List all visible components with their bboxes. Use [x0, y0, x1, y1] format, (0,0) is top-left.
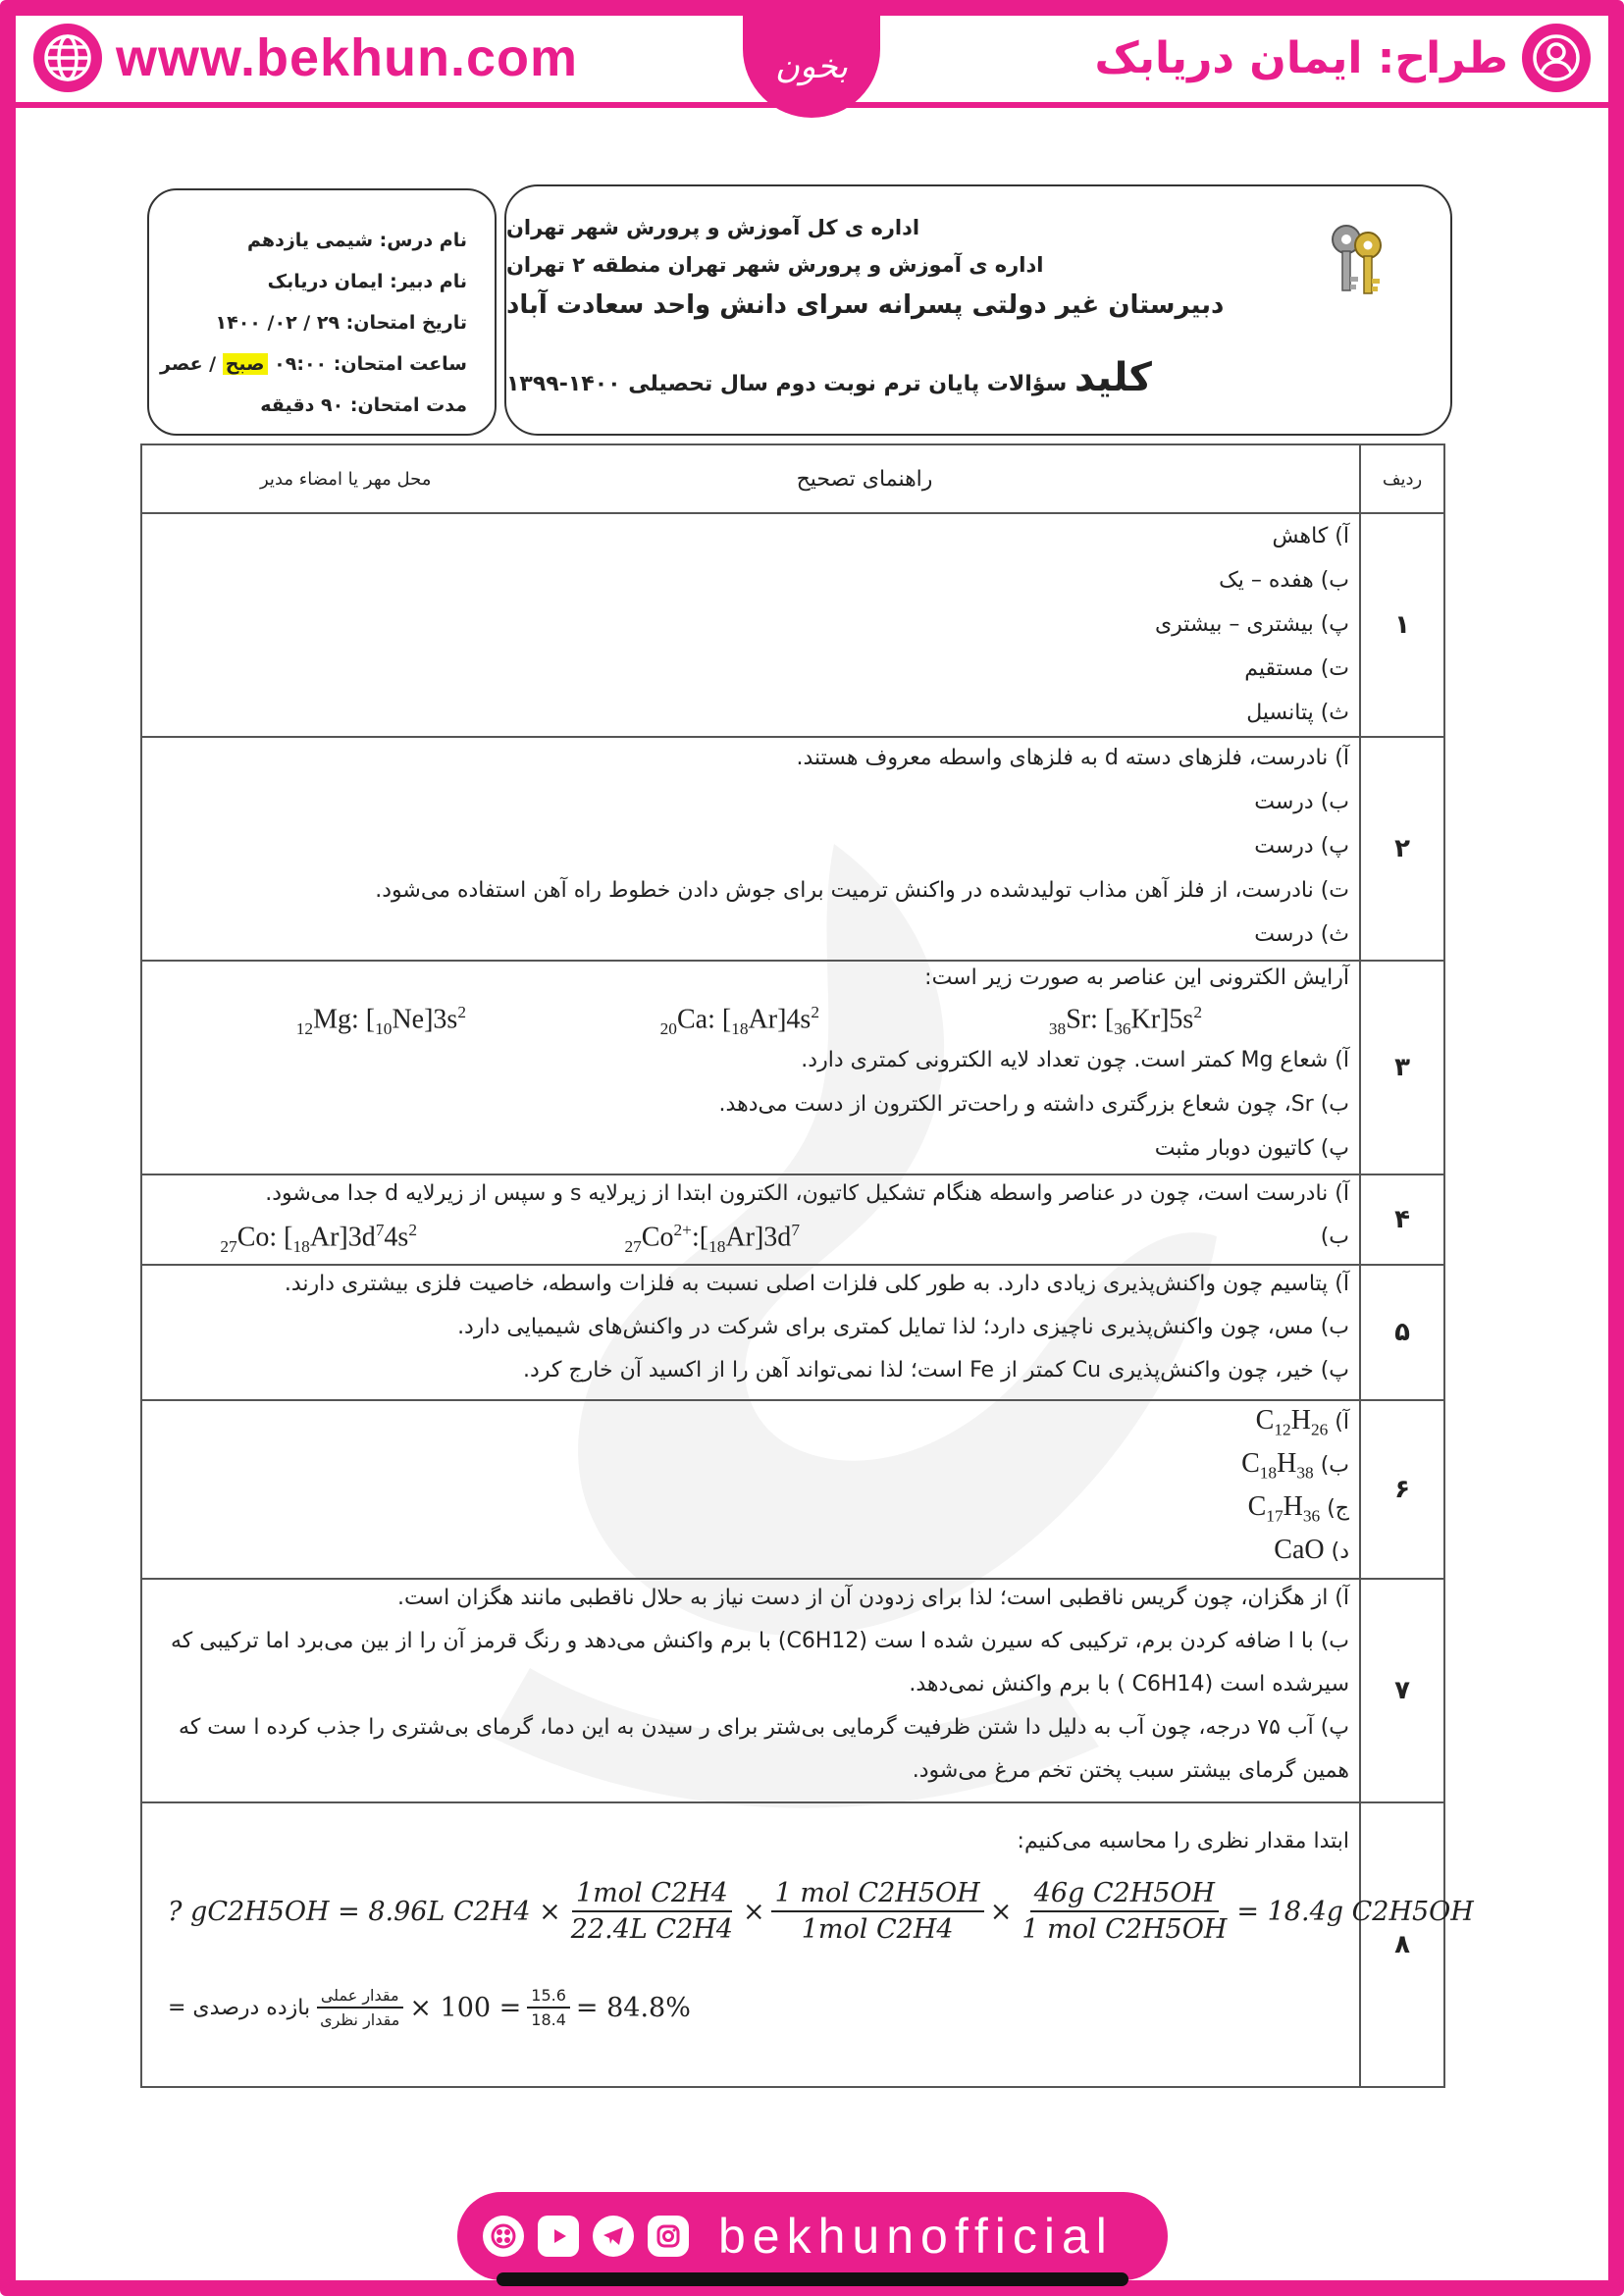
- answer-line: پ) آب ۷۵ درجه، چون آب به دلیل دا شتن ظرفیت گرمایی بی‌شتر برای ر سیدن به این دما، گرمای بی‌شتری را جذب کرده ا ست که: [179, 1715, 1349, 1740]
- telegram-icon[interactable]: [593, 2216, 634, 2257]
- times-sign: ×: [989, 1896, 1013, 1927]
- answer-line: آ) شعاع Mg کمتر است. چون تعداد لایه الکترونی کمتری دارد.: [801, 1048, 1349, 1072]
- exam-info-box: [147, 188, 497, 436]
- exam-date: تاریخ امتحان: ۲۹ / ۰۲/ ۱۴۰۰: [215, 312, 467, 334]
- conversion-factor-3: [1018, 1878, 1231, 1945]
- row-number: ۴: [1359, 1175, 1443, 1264]
- keys-icon: [1325, 220, 1389, 298]
- youtube-icon[interactable]: [538, 2216, 579, 2257]
- answer-line: پ) کاتیون دوبار مثبت: [1154, 1136, 1349, 1161]
- row-number: ۱: [1359, 514, 1443, 736]
- table-row: [142, 514, 1443, 738]
- column-header-sign: محل مهر یا امضاء مدیر: [260, 469, 432, 490]
- table-header-row: [142, 445, 1443, 514]
- answer-line: ب) هفده – یک: [1219, 568, 1349, 593]
- row-number: ۳: [1359, 962, 1443, 1174]
- exam-time-morning: صبح: [223, 353, 268, 375]
- answer-line: آ) کاهش: [1272, 524, 1349, 548]
- row-number: ۶: [1359, 1401, 1443, 1578]
- formula-label-d: د): [1324, 1539, 1349, 1564]
- answer-line: ت) مستقیم: [1244, 656, 1349, 681]
- row-number: ۷: [1359, 1580, 1443, 1801]
- answer-line: آرایش الکترونی این عناصر به صورت زیر است:: [924, 965, 1349, 990]
- answer-line: آ) پتاسیم چون واکنش‌پذیری زیادی دارد. به طور کلی فلزات اصلی نسبت به فلزات واسطه، خاصیت فلزی بیشتری دارند.: [284, 1272, 1349, 1296]
- globe-icon: [33, 24, 102, 92]
- yield-result: = 84.8%: [575, 1992, 691, 2023]
- fraction-denominator: مقدار نظری: [320, 2010, 400, 2029]
- electron-config-co: $_{27}$Co: $[_{18}Ar]3d^74s^2$: [220, 1221, 417, 1256]
- row-number: ۸: [1359, 1803, 1443, 2086]
- instagram-icon[interactable]: [648, 2216, 689, 2257]
- conversion-factor-2: [771, 1878, 984, 1945]
- answer-line: همین گرمای بیشتر سبب پختن تخم مرغ می‌شود.: [912, 1758, 1349, 1783]
- exam-title-text: سؤالات پایان ترم نوبت دوم سال تحصیلی ۱۴۰۰-۱۳۹۹: [506, 372, 1068, 396]
- electron-config-sr: $_{38}$Sr: $[_{36}Kr]5s^2$: [1048, 1003, 1202, 1038]
- formula-line: [154, 1535, 1349, 1566]
- formula-line: [154, 1491, 1349, 1527]
- formula-c18h38: $C_{18}H_{38}$: [1241, 1448, 1314, 1483]
- answer-line: ب): [1320, 1225, 1349, 1249]
- fraction-numerator: 1mol C2H4: [572, 1878, 732, 1912]
- table-row: [142, 1266, 1443, 1401]
- fraction-denominator: 1mol C2H4: [801, 1914, 954, 1945]
- exam-duration: مدت امتحان: ۹۰ دقیقه: [260, 394, 467, 416]
- answer-line: سیرشده است (C6H14 ) با برم واکنش نمی‌دهد.: [909, 1672, 1349, 1696]
- electron-config-mg: $_{12}$Mg: $[_{10}Ne]3s^2$: [295, 1003, 466, 1038]
- answer-line: پ) درست: [1254, 834, 1349, 859]
- table-row: [142, 738, 1443, 962]
- fraction-denominator: 18.4: [531, 2010, 566, 2029]
- times-sign: ×: [742, 1896, 765, 1927]
- fraction-denominator: 1 mol C2H5OH: [1022, 1914, 1228, 1945]
- table-row: [142, 1803, 1474, 2086]
- school-name: دبیرستان غیر دولتی پسرانه سرای دانش واحد سعادت آباد: [506, 290, 1225, 320]
- key-label: کلید: [1074, 355, 1152, 400]
- row-number: ۵: [1359, 1266, 1443, 1399]
- answer-line: ب) Sr، چون شعاع بزرگتری داشته و راحت‌تر الکترون از دست می‌دهد.: [718, 1092, 1349, 1117]
- formula-c17h36: $C_{17}H_{36}$: [1247, 1491, 1321, 1526]
- answer-line: ث) پتانسیل: [1246, 701, 1349, 725]
- school-line-2: اداره ی آموزش و پرورش شهر تهران منطقه ۲ تهران: [506, 253, 1044, 277]
- top-bar: [16, 16, 1608, 102]
- equation-rhs: = 18.4g C2H5OH: [1236, 1896, 1474, 1927]
- school-header-box: [504, 184, 1452, 436]
- equation-lhs: ? gC2H5OH = 8.96L C2H4 ×: [168, 1896, 561, 1927]
- person-icon: [1522, 24, 1591, 92]
- answer-line: آ) نادرست، فلزهای دسته d به فلزهای واسطه معروف هستند.: [796, 746, 1349, 770]
- exam-time-suffix: / عصر: [160, 353, 217, 375]
- formula-line: [154, 1405, 1349, 1440]
- table-row: [142, 1401, 1443, 1580]
- column-header-correction: راهنمای تصحیح: [796, 467, 933, 492]
- brand-logo-text: بخون: [775, 47, 848, 86]
- fraction-numerator: 15.6: [527, 1986, 570, 2009]
- fraction-denominator: 22.4L C2H4: [570, 1914, 733, 1945]
- electron-config-ca: $_{20}$Ca: $[_{18}Ar]4s^2$: [659, 1003, 819, 1038]
- column-header-num: ردیف: [1359, 445, 1443, 512]
- electron-config-co-ion: $_{27}Co^{2+}:[_{18}Ar]3d^7$: [624, 1221, 800, 1256]
- fraction-numerator: 46g C2H5OH: [1030, 1878, 1219, 1912]
- footer-shadow: [497, 2272, 1128, 2286]
- site-url: www.bekhun.com: [116, 28, 579, 87]
- stoichiometry-equation: [168, 1878, 1474, 1945]
- exam-time-prefix: ساعت امتحان: ۰۹:۰۰: [274, 353, 467, 375]
- conversion-factor-1: [567, 1878, 737, 1945]
- aparat-icon[interactable]: [483, 2216, 524, 2257]
- answer-line: ابتدا مقدار نظری را محاسبه می‌کنیم:: [1017, 1829, 1349, 1853]
- formula-label-c: ج): [1320, 1496, 1349, 1521]
- formula-label-b: ب): [1313, 1453, 1349, 1478]
- social-handle[interactable]: bekhunofficial: [718, 2209, 1114, 2264]
- row-number: ۲: [1359, 738, 1443, 960]
- table-row: [142, 1175, 1443, 1266]
- answer-line: ت) نادرست، از فلز آهن مذاب تولیدشده در واکنش ترمیت برای جوش دادن خطوط راه آهن استفاده می‌شود.: [375, 878, 1349, 903]
- formula-c12h26: $C_{12}H_{26}$: [1255, 1405, 1329, 1439]
- answer-line: ب) درست: [1254, 790, 1349, 814]
- formula-line: [154, 1448, 1349, 1484]
- yield-equation: [168, 1986, 691, 2029]
- fraction-numerator: 1 mol C2H5OH: [771, 1878, 984, 1912]
- answer-line: آ) نادرست است، چون در عناصر واسطه هنگام تشکیل کاتیون، الکترون ابتدا از زیرلایه s و سپس از زیرلایه d جدا می‌شود.: [265, 1181, 1349, 1206]
- school-line-1: اداره ی کل آموزش و پرورش شهر تهران: [506, 216, 920, 239]
- yield-values-fraction: [527, 1986, 570, 2029]
- designer-name: طراح: ایمان دریابک: [1094, 32, 1508, 83]
- yield-label: بازده درصدی =: [168, 1995, 311, 2020]
- answer-key-table: [140, 444, 1474, 2088]
- teacher-name: نام دبیر: ایمان دریابک: [267, 271, 467, 292]
- exam-title: [506, 355, 1382, 400]
- social-footer: [457, 2192, 1168, 2280]
- answer-line: ث) درست: [1254, 922, 1349, 947]
- yield-multiplier: × 100 =: [409, 1992, 522, 2023]
- exam-time: [153, 343, 467, 385]
- answer-line: آ) از هگزان، چون گریس ناقطبی است؛ لذا برای زدودن آن از دست نیاز به حلال ناقطبی مانند هگزان است.: [397, 1586, 1349, 1610]
- formula-cao: CaO: [1274, 1535, 1325, 1565]
- subject-name: نام درس: شیمی یازدهم: [247, 230, 467, 251]
- table-row: [142, 1580, 1443, 1803]
- formula-label-a: آ): [1328, 1410, 1349, 1435]
- site-link[interactable]: [33, 24, 578, 92]
- answer-line: ب) مس، چون واکنش‌پذیری ناچیزی دارد؛ لذا تمایل کمتری برای شرکت در واکنش‌های شیمیایی دارد.: [457, 1315, 1349, 1339]
- fraction-numerator: مقدار عملی: [317, 1986, 403, 2009]
- answer-line: پ) بیشتری – بیشتری: [1154, 612, 1349, 637]
- yield-fraction: [316, 1986, 403, 2029]
- answer-line: پ) خیر، چون واکنش‌پذیری Cu کمتر از Fe است؛ لذا نمی‌تواند آهن را از اکسید آن خارج کرد.: [523, 1358, 1349, 1383]
- table-row: [142, 962, 1443, 1175]
- answer-line: ب) با ا ضافه کردن برم، ترکیبی که سیرن شده ا ست (C6H12) با برم واکنش می‌دهد و رنگ قرمز آن را از بین می‌برد اما ترکیبی که: [171, 1629, 1349, 1653]
- designer-credit: [1094, 24, 1591, 92]
